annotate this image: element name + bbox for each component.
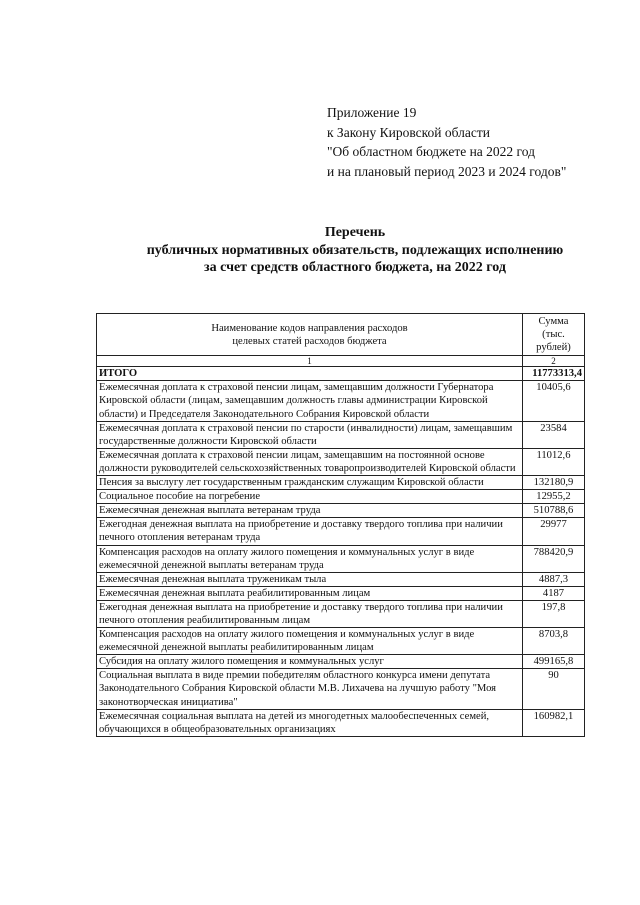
obligation-sum: 12955,2	[523, 490, 585, 504]
table-row	[97, 518, 585, 545]
title-line: публичных нормативных обязательств, подлежащих исполнению	[146, 242, 564, 258]
table-row	[97, 490, 585, 504]
column-number-row	[97, 356, 585, 367]
table-row	[97, 572, 585, 586]
obligation-name: Ежемесячная денежная выплата труженикам тыла	[97, 572, 523, 586]
table-row	[97, 421, 585, 448]
obligation-sum: 29977	[523, 518, 585, 545]
table-row	[97, 655, 585, 669]
table-row	[97, 381, 585, 421]
column-number: 2	[523, 356, 585, 367]
document-title	[95, 224, 615, 277]
table-row	[97, 476, 585, 490]
obligation-name: Ежегодная денежная выплата на приобретение и доставку твердого топлива при наличии печного отопления ветеранам труда	[97, 518, 523, 545]
table-row	[97, 709, 585, 736]
obligation-name: Субсидия на оплату жилого помещения и коммунальных услуг	[97, 655, 523, 669]
appendix-line: к Закону Кировской области	[327, 124, 491, 140]
total-sum: 11773313,4	[523, 367, 585, 381]
obligation-sum: 160982,1	[523, 709, 585, 736]
obligation-sum: 132180,9	[523, 476, 585, 490]
obligation-sum: 4887,3	[523, 572, 585, 586]
appendix-line: Приложение 19	[327, 105, 417, 120]
obligation-name: Ежемесячная доплата к страховой пенсии по старости (инвалидности) лицам, замещавшим государственные должности Кировской области	[97, 421, 523, 448]
obligation-name: Ежегодная денежная выплата на приобретение и доставку твердого топлива при наличии печного отопления реабилитированным лицам	[97, 600, 523, 627]
obligation-sum: 10405,6	[523, 381, 585, 421]
table-row	[97, 586, 585, 600]
total-row	[97, 367, 585, 381]
obligation-name: Социальное пособие на погребение	[97, 490, 523, 504]
obligation-name: Социальная выплата в виде премии победителям областного конкурса имени депутата Законодательного Собрания Кировской области М.В. Лихачева на лучшую работу "Моя законотворческая инициатива"	[97, 669, 523, 709]
column-number: 1	[97, 356, 523, 367]
obligation-sum: 788420,9	[523, 545, 585, 572]
table-row	[97, 448, 585, 475]
obligations-table	[96, 313, 585, 737]
title-line: Перечень	[324, 225, 386, 240]
table-row	[97, 628, 585, 655]
obligation-name: Ежемесячная денежная выплата ветеранам труда	[97, 504, 523, 518]
name-column-header: Наименование кодов направления расходов целевых статей расходов бюджета	[97, 314, 523, 356]
obligation-name: Ежемесячная доплата к страховой пенсии лицам, замещавшим на постоянной основе должности руководителей сельскохозяйственных товаропроизводителей Кировской области	[97, 448, 523, 475]
appendix-line: "Об областном бюджете на 2022 год	[327, 144, 535, 159]
obligation-name: Ежемесячная социальная выплата на детей из многодетных малообеспеченных семей, обучающихся в общеобразовательных организациях	[97, 709, 523, 736]
appendix-line: и на плановый период 2023 и 2024 годов"	[327, 163, 567, 179]
appendix-reference	[327, 103, 627, 181]
title-line: за счет средств областного бюджета, на 2022 год	[204, 260, 506, 275]
obligation-name: Ежемесячная денежная выплата реабилитированным лицам	[97, 586, 523, 600]
table-row	[97, 669, 585, 709]
table-header-row	[97, 314, 585, 356]
obligation-sum: 510788,6	[523, 504, 585, 518]
obligation-sum: 23584	[523, 421, 585, 448]
obligation-sum: 11012,6	[523, 448, 585, 475]
table-row	[97, 504, 585, 518]
table-row	[97, 545, 585, 572]
obligation-name: Компенсация расходов на оплату жилого помещения и коммунальных услуг в виде ежемесячной денежной выплаты ветеранам труда	[97, 545, 523, 572]
table-row	[97, 600, 585, 627]
obligation-name: Компенсация расходов на оплату жилого помещения и коммунальных услуг в виде ежемесячной денежной выплаты реабилитированным лицам	[97, 628, 523, 655]
obligation-sum: 8703,8	[523, 628, 585, 655]
obligation-sum: 499165,8	[523, 655, 585, 669]
obligation-sum: 90	[523, 669, 585, 709]
obligation-sum: 197,8	[523, 600, 585, 627]
sum-column-header: Сумма (тыс. рублей)	[523, 314, 585, 356]
obligation-sum: 4187	[523, 586, 585, 600]
obligation-name: Пенсия за выслугу лет государственным гражданским служащим Кировской области	[97, 476, 523, 490]
obligation-name: Ежемесячная доплата к страховой пенсии лицам, замещавшим должности Губернатора Кировской области (лицам, замещавшим должность главы администрации Кировской области) и Председателя Законодательного Собрания Кировской области	[97, 381, 523, 421]
total-label: ИТОГО	[97, 367, 523, 381]
